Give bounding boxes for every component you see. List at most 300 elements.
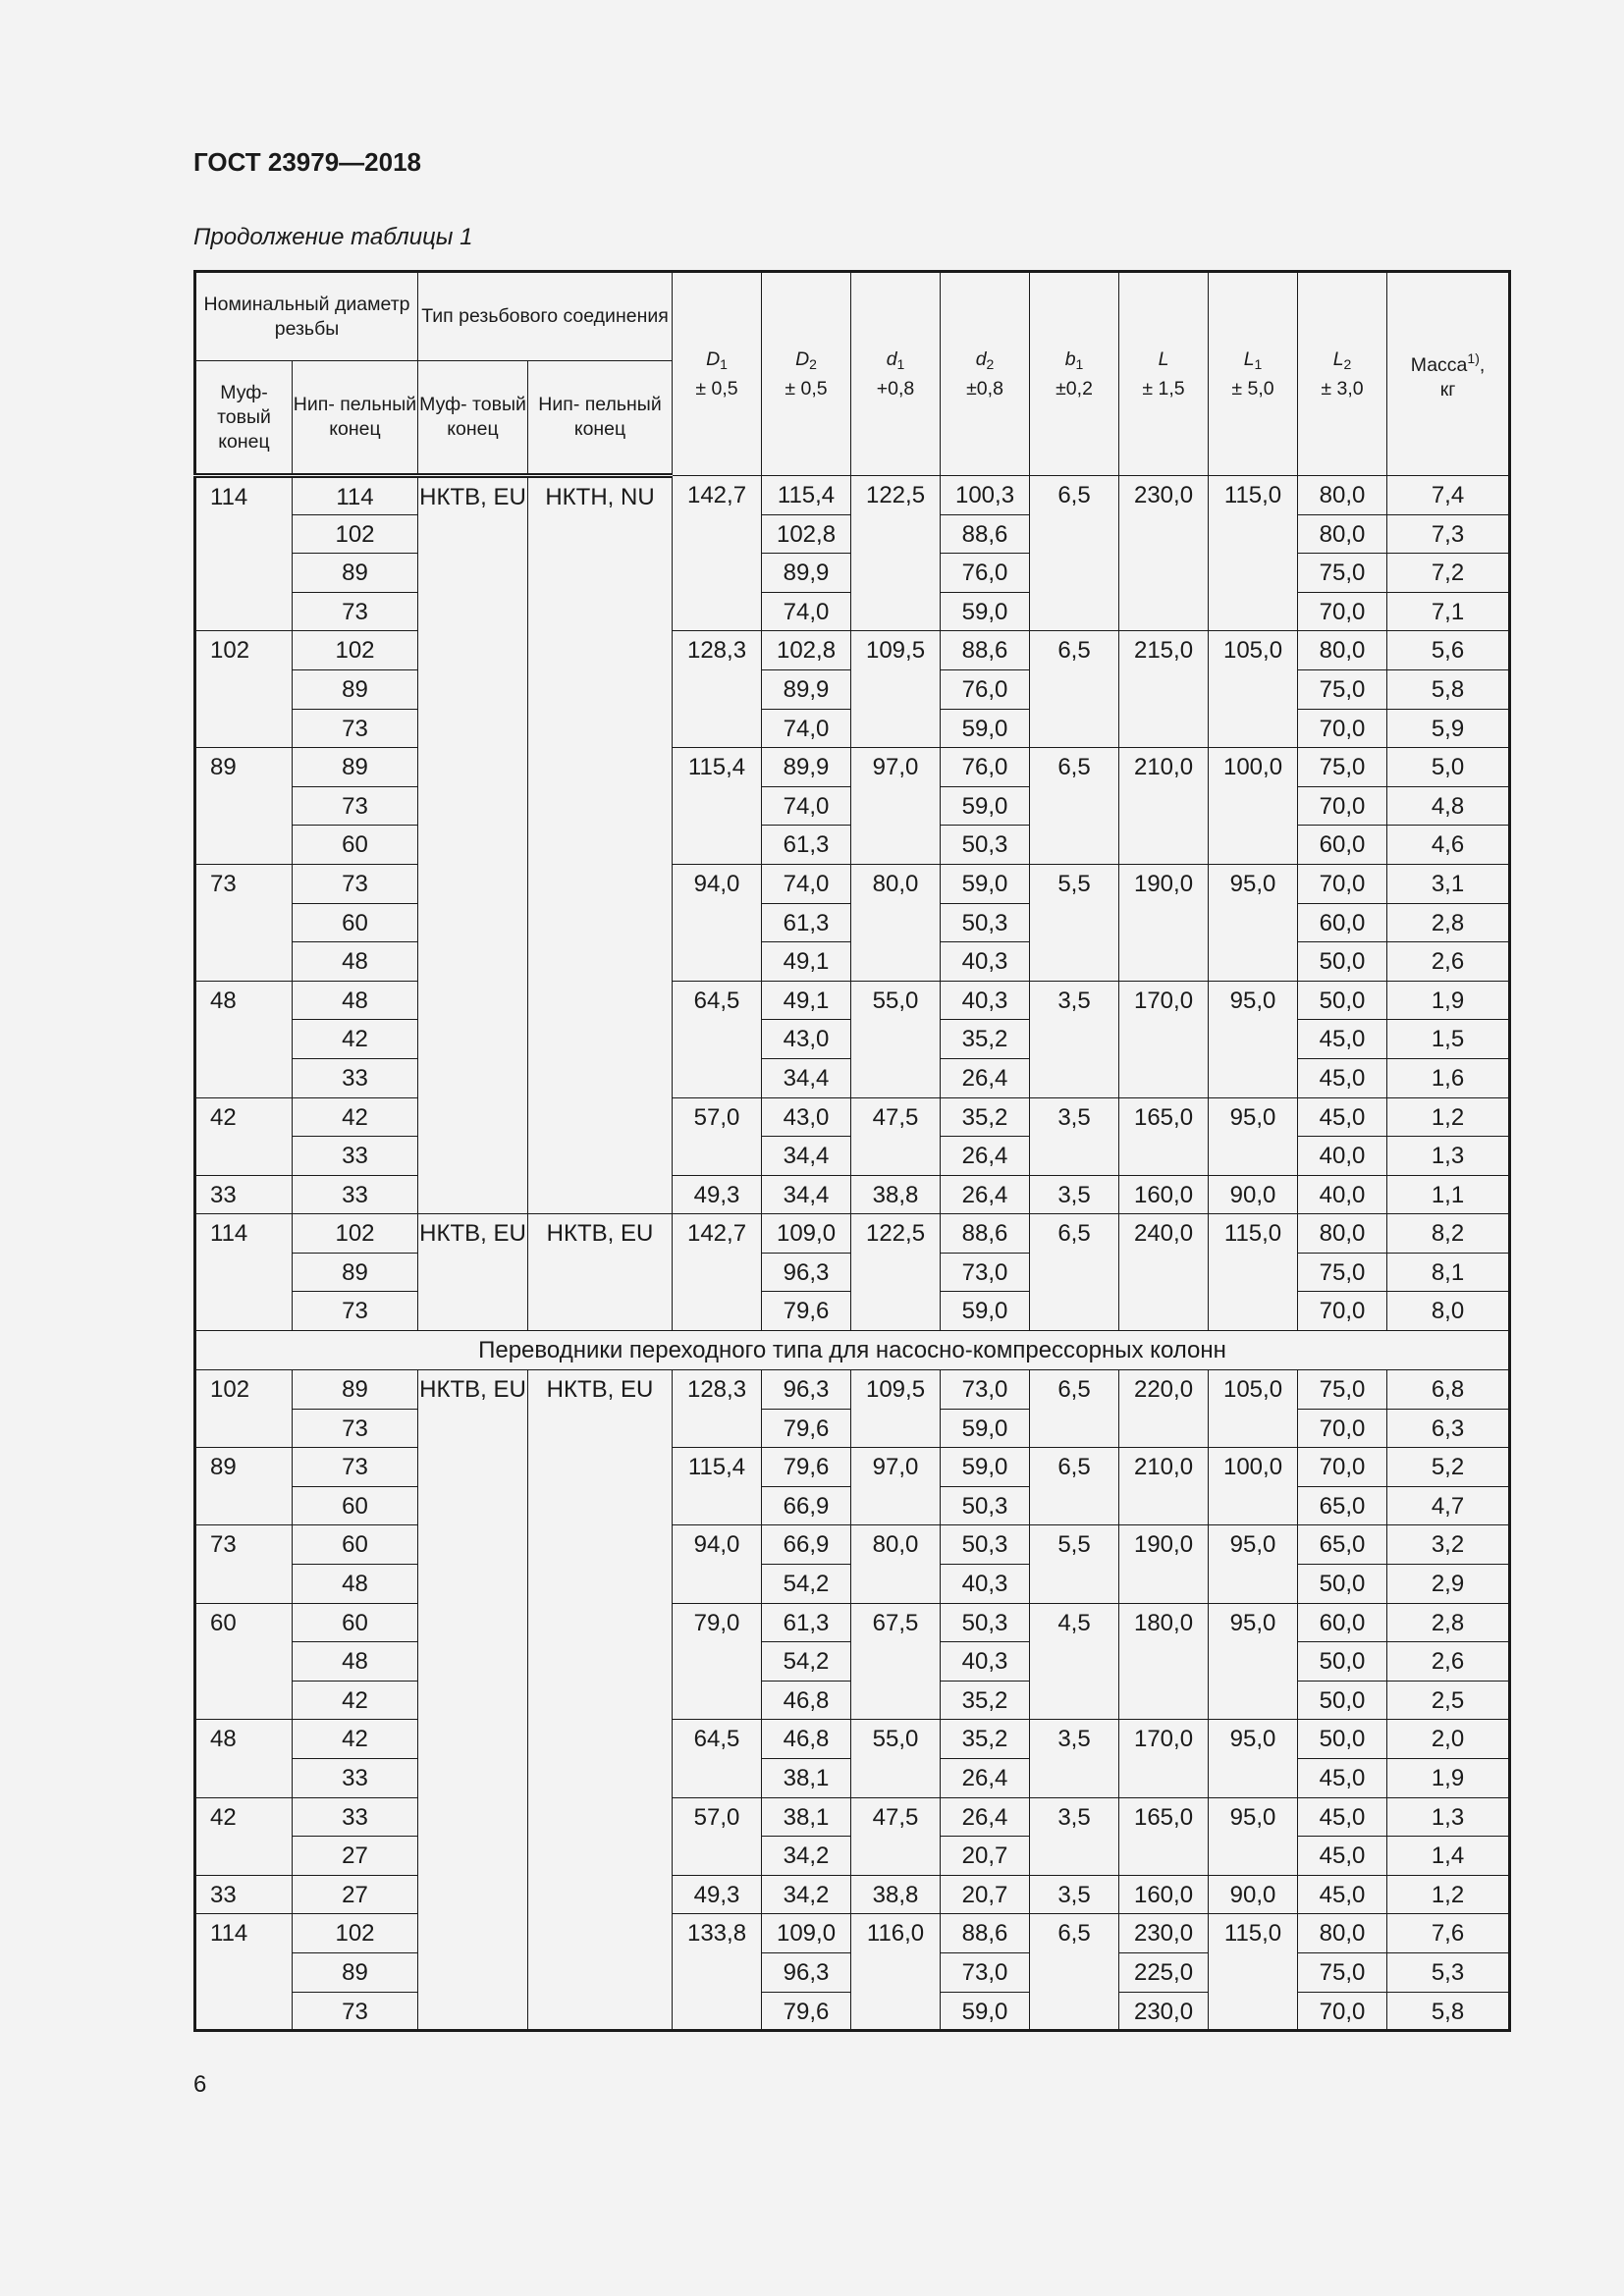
table-caption: Продолжение таблицы 1: [193, 224, 473, 250]
cell-muf-diameter: 48: [195, 981, 293, 1097]
cell-muf-diameter: 73: [195, 864, 293, 981]
cell-L1: 95,0: [1209, 1097, 1298, 1175]
cell-d2: 88,6: [941, 1214, 1030, 1254]
cell-mass: 8,1: [1387, 1253, 1510, 1292]
cell-L1: 100,0: [1209, 748, 1298, 865]
cell-L2: 45,0: [1298, 1097, 1387, 1137]
table-row: [195, 1875, 1510, 1914]
cell-D1: 94,0: [673, 864, 762, 981]
dimensions-table: [193, 270, 1511, 2032]
cell-D2: 79,6: [762, 1409, 851, 1448]
cell-D1: 115,4: [673, 1448, 762, 1525]
cell-mass: 4,6: [1387, 826, 1510, 865]
cell-L1: 90,0: [1209, 1875, 1298, 1914]
cell-mass: 3,2: [1387, 1525, 1510, 1565]
cell-d2: 100,3: [941, 476, 1030, 515]
cell-D2: 43,0: [762, 1020, 851, 1059]
cell-nip-diameter: 89: [293, 554, 418, 593]
cell-muf-diameter: 42: [195, 1797, 293, 1875]
table-row: [195, 981, 1510, 1020]
section-row: [195, 1331, 1510, 1370]
cell-mass: 2,8: [1387, 1603, 1510, 1642]
cell-mass: 3,1: [1387, 864, 1510, 903]
cell-L: 170,0: [1119, 1720, 1209, 1797]
cell-mass: 7,1: [1387, 592, 1510, 631]
cell-mass: 5,8: [1387, 669, 1510, 709]
cell-D1: 64,5: [673, 1720, 762, 1797]
cell-mass: 7,3: [1387, 514, 1510, 554]
cell-mass: 6,8: [1387, 1370, 1510, 1410]
cell-mass: 5,2: [1387, 1448, 1510, 1487]
cell-mass: 4,8: [1387, 786, 1510, 826]
cell-L: 160,0: [1119, 1175, 1209, 1214]
cell-b1: 3,5: [1030, 1875, 1119, 1914]
cell-nip-diameter: 102: [293, 631, 418, 670]
cell-d2: 59,0: [941, 1992, 1030, 2031]
cell-L: 230,0: [1119, 1914, 1209, 1953]
cell-d2: 59,0: [941, 786, 1030, 826]
cell-d2: 35,2: [941, 1020, 1030, 1059]
cell-mass: 2,0: [1387, 1720, 1510, 1759]
cell-b1: 4,5: [1030, 1603, 1119, 1720]
cell-nip-diameter: 27: [293, 1837, 418, 1876]
cell-nip-diameter: 89: [293, 1370, 418, 1410]
cell-L2: 70,0: [1298, 592, 1387, 631]
cell-muf-diameter: 89: [195, 748, 293, 865]
cell-D2: 38,1: [762, 1797, 851, 1837]
cell-L2: 45,0: [1298, 1797, 1387, 1837]
cell-muf-diameter: 114: [195, 476, 293, 631]
cell-mass: 7,4: [1387, 476, 1510, 515]
cell-D2: 79,6: [762, 1292, 851, 1331]
cell-D1: 57,0: [673, 1097, 762, 1175]
table-row: [195, 1603, 1510, 1642]
cell-muf-thread-type: НКТВ, EU: [418, 476, 528, 1214]
cell-b1: 3,5: [1030, 1175, 1119, 1214]
cell-d2: 20,7: [941, 1837, 1030, 1876]
cell-nip-diameter: 33: [293, 1759, 418, 1798]
header-L1: $L_1$ ± 5,0: [1209, 272, 1298, 476]
cell-d2: 26,4: [941, 1058, 1030, 1097]
cell-mass: 5,9: [1387, 709, 1510, 748]
cell-L: 210,0: [1119, 748, 1209, 865]
cell-nip-diameter: 73: [293, 709, 418, 748]
cell-L: 225,0: [1119, 1952, 1209, 1992]
cell-D2: 109,0: [762, 1914, 851, 1953]
cell-d2: 50,3: [941, 826, 1030, 865]
cell-L2: 50,0: [1298, 942, 1387, 982]
cell-mass: 2,6: [1387, 942, 1510, 982]
cell-nip-diameter: 33: [293, 1175, 418, 1214]
header-muf-thread: Муф- товый конец: [418, 361, 528, 476]
cell-L1: 95,0: [1209, 1603, 1298, 1720]
cell-nip-diameter: 48: [293, 981, 418, 1020]
cell-d1: 80,0: [851, 1525, 941, 1603]
cell-nip-diameter: 48: [293, 1642, 418, 1682]
cell-D1: 128,3: [673, 1370, 762, 1448]
table-row: [195, 1720, 1510, 1759]
cell-d1: 109,5: [851, 1370, 941, 1448]
cell-muf-thread-type: НКТВ, EU: [418, 1370, 528, 2031]
header-nip-thread: Нип- пельный конец: [528, 361, 673, 476]
header-mass: Масса$^{1)}$, кг: [1387, 272, 1510, 476]
cell-d2: 50,3: [941, 1603, 1030, 1642]
cell-D2: 66,9: [762, 1525, 851, 1565]
cell-L2: 75,0: [1298, 1370, 1387, 1410]
cell-d2: 59,0: [941, 1409, 1030, 1448]
cell-d2: 73,0: [941, 1952, 1030, 1992]
cell-b1: 3,5: [1030, 1097, 1119, 1175]
cell-nip-diameter: 89: [293, 1952, 418, 1992]
cell-L: 210,0: [1119, 1448, 1209, 1525]
cell-nip-diameter: 60: [293, 826, 418, 865]
header-nip-end: Нип- пельный конец: [293, 361, 418, 476]
cell-L1: 95,0: [1209, 1797, 1298, 1875]
cell-D2: 115,4: [762, 476, 851, 515]
cell-d1: 122,5: [851, 476, 941, 631]
cell-muf-diameter: 48: [195, 1720, 293, 1797]
cell-mass: 1,3: [1387, 1137, 1510, 1176]
cell-d2: 50,3: [941, 1486, 1030, 1525]
cell-d2: 40,3: [941, 942, 1030, 982]
cell-b1: 6,5: [1030, 1914, 1119, 2031]
cell-d2: 40,3: [941, 981, 1030, 1020]
header-d1: $d_1$ +0,8: [851, 272, 941, 476]
cell-D2: 89,9: [762, 748, 851, 787]
cell-nip-diameter: 27: [293, 1875, 418, 1914]
cell-L2: 60,0: [1298, 1603, 1387, 1642]
cell-D1: 94,0: [673, 1525, 762, 1603]
cell-L: 230,0: [1119, 476, 1209, 631]
cell-mass: 2,5: [1387, 1681, 1510, 1720]
cell-L1: 95,0: [1209, 981, 1298, 1097]
cell-D2: 89,9: [762, 669, 851, 709]
cell-D2: 102,8: [762, 631, 851, 670]
cell-L2: 45,0: [1298, 1759, 1387, 1798]
table-row: [195, 1370, 1510, 1410]
cell-L: 215,0: [1119, 631, 1209, 748]
cell-mass: 5,3: [1387, 1952, 1510, 1992]
table-row: [195, 1448, 1510, 1487]
cell-L2: 45,0: [1298, 1058, 1387, 1097]
cell-d1: 80,0: [851, 864, 941, 981]
cell-D2: 61,3: [762, 826, 851, 865]
cell-L2: 70,0: [1298, 1992, 1387, 2031]
cell-b1: 3,5: [1030, 1797, 1119, 1875]
cell-D2: 34,4: [762, 1058, 851, 1097]
cell-b1: 3,5: [1030, 1720, 1119, 1797]
table-row: [195, 476, 1510, 515]
cell-D2: 102,8: [762, 514, 851, 554]
cell-L: 180,0: [1119, 1603, 1209, 1720]
cell-nip-diameter: 73: [293, 1992, 418, 2031]
cell-L2: 50,0: [1298, 1720, 1387, 1759]
cell-nip-thread-type: НКТВ, EU: [528, 1214, 673, 1331]
header-b1: $b_1$ ±0,2: [1030, 272, 1119, 476]
cell-D2: 74,0: [762, 592, 851, 631]
cell-D2: 74,0: [762, 864, 851, 903]
cell-L2: 50,0: [1298, 1565, 1387, 1604]
cell-D2: 49,1: [762, 981, 851, 1020]
cell-L2: 50,0: [1298, 981, 1387, 1020]
cell-nip-diameter: 60: [293, 903, 418, 942]
cell-D2: 34,4: [762, 1137, 851, 1176]
cell-D2: 34,2: [762, 1837, 851, 1876]
cell-mass: 2,8: [1387, 903, 1510, 942]
cell-mass: 1,6: [1387, 1058, 1510, 1097]
cell-D1: 64,5: [673, 981, 762, 1097]
table-body: [195, 476, 1510, 2031]
cell-L: 240,0: [1119, 1214, 1209, 1331]
cell-L2: 60,0: [1298, 826, 1387, 865]
cell-D2: 66,9: [762, 1486, 851, 1525]
cell-d2: 59,0: [941, 1292, 1030, 1331]
cell-L2: 40,0: [1298, 1175, 1387, 1214]
cell-L1: 90,0: [1209, 1175, 1298, 1214]
cell-L1: 95,0: [1209, 1525, 1298, 1603]
cell-D2: 54,2: [762, 1642, 851, 1682]
cell-L2: 75,0: [1298, 748, 1387, 787]
cell-d2: 40,3: [941, 1642, 1030, 1682]
cell-L: 190,0: [1119, 864, 1209, 981]
cell-L2: 70,0: [1298, 786, 1387, 826]
header-L: L ± 1,5: [1119, 272, 1209, 476]
cell-L2: 80,0: [1298, 514, 1387, 554]
cell-L2: 80,0: [1298, 631, 1387, 670]
cell-nip-thread-type: НКТВ, EU: [528, 1370, 673, 2031]
cell-L2: 70,0: [1298, 1409, 1387, 1448]
cell-muf-diameter: 73: [195, 1525, 293, 1603]
cell-b1: 5,5: [1030, 1525, 1119, 1603]
cell-d1: 55,0: [851, 1720, 941, 1797]
cell-muf-diameter: 114: [195, 1914, 293, 2031]
cell-L2: 75,0: [1298, 1253, 1387, 1292]
cell-D2: 96,3: [762, 1952, 851, 1992]
cell-nip-diameter: 89: [293, 748, 418, 787]
cell-d2: 73,0: [941, 1253, 1030, 1292]
table-row: [195, 1914, 1510, 1953]
cell-D2: 96,3: [762, 1253, 851, 1292]
cell-L: 160,0: [1119, 1875, 1209, 1914]
cell-D1: 115,4: [673, 748, 762, 865]
cell-d1: 109,5: [851, 631, 941, 748]
cell-D2: 46,8: [762, 1720, 851, 1759]
cell-nip-diameter: 114: [293, 476, 418, 515]
cell-mass: 1,4: [1387, 1837, 1510, 1876]
cell-mass: 8,2: [1387, 1214, 1510, 1254]
cell-L1: 105,0: [1209, 631, 1298, 748]
cell-D1: 128,3: [673, 631, 762, 748]
cell-d1: 55,0: [851, 981, 941, 1097]
cell-nip-diameter: 33: [293, 1137, 418, 1176]
cell-D2: 89,9: [762, 554, 851, 593]
cell-d2: 76,0: [941, 669, 1030, 709]
cell-d1: 47,5: [851, 1797, 941, 1875]
cell-mass: 1,9: [1387, 981, 1510, 1020]
cell-mass: 1,2: [1387, 1875, 1510, 1914]
cell-d1: 47,5: [851, 1097, 941, 1175]
cell-nip-diameter: 102: [293, 1914, 418, 1953]
cell-mass: 1,2: [1387, 1097, 1510, 1137]
document-code: ГОСТ 23979—2018: [193, 147, 421, 177]
cell-d2: 59,0: [941, 592, 1030, 631]
cell-L1: 115,0: [1209, 1214, 1298, 1331]
cell-nip-diameter: 48: [293, 942, 418, 982]
cell-b1: 6,5: [1030, 1214, 1119, 1331]
table-row: [195, 748, 1510, 787]
cell-L2: 75,0: [1298, 1952, 1387, 1992]
section-title: Переводники переходного типа для насосно-компрессорных колонн: [195, 1331, 1510, 1370]
cell-mass: 1,3: [1387, 1797, 1510, 1837]
cell-L2: 70,0: [1298, 864, 1387, 903]
cell-D1: 142,7: [673, 476, 762, 631]
cell-d2: 35,2: [941, 1681, 1030, 1720]
cell-muf-diameter: 89: [195, 1448, 293, 1525]
cell-L2: 65,0: [1298, 1525, 1387, 1565]
cell-mass: 5,6: [1387, 631, 1510, 670]
cell-nip-diameter: 60: [293, 1486, 418, 1525]
cell-nip-diameter: 42: [293, 1097, 418, 1137]
cell-L2: 80,0: [1298, 1914, 1387, 1953]
cell-L1: 115,0: [1209, 476, 1298, 631]
cell-mass: 4,7: [1387, 1486, 1510, 1525]
cell-D2: 61,3: [762, 1603, 851, 1642]
cell-muf-diameter: 102: [195, 631, 293, 748]
cell-nip-diameter: 42: [293, 1020, 418, 1059]
cell-muf-diameter: 33: [195, 1875, 293, 1914]
cell-d1: 122,5: [851, 1214, 941, 1331]
cell-D2: 54,2: [762, 1565, 851, 1604]
cell-d2: 59,0: [941, 1448, 1030, 1487]
cell-D2: 46,8: [762, 1681, 851, 1720]
cell-D2: 96,3: [762, 1370, 851, 1410]
header-thread-type: Тип резьбового соединения: [418, 272, 673, 361]
cell-L1: 95,0: [1209, 864, 1298, 981]
cell-b1: 6,5: [1030, 631, 1119, 748]
cell-nip-diameter: 60: [293, 1603, 418, 1642]
cell-d2: 35,2: [941, 1097, 1030, 1137]
cell-muf-diameter: 33: [195, 1175, 293, 1214]
cell-D2: 79,6: [762, 1448, 851, 1487]
cell-L2: 80,0: [1298, 1214, 1387, 1254]
cell-muf-diameter: 102: [195, 1370, 293, 1448]
cell-L2: 60,0: [1298, 903, 1387, 942]
cell-nip-thread-type: НКТН, NU: [528, 476, 673, 1214]
cell-mass: 2,6: [1387, 1642, 1510, 1682]
cell-d2: 50,3: [941, 903, 1030, 942]
cell-d1: 97,0: [851, 748, 941, 865]
cell-d2: 76,0: [941, 748, 1030, 787]
cell-b1: 6,5: [1030, 1370, 1119, 1448]
cell-D2: 79,6: [762, 1992, 851, 2031]
cell-D2: 34,4: [762, 1175, 851, 1214]
cell-mass: 1,5: [1387, 1020, 1510, 1059]
cell-L: 170,0: [1119, 981, 1209, 1097]
header-nominal-diameter: Номинальный диаметр резьбы: [195, 272, 418, 361]
cell-D2: 34,2: [762, 1875, 851, 1914]
cell-d2: 59,0: [941, 864, 1030, 903]
header-L2: $L_2$ ± 3,0: [1298, 272, 1387, 476]
cell-D2: 109,0: [762, 1214, 851, 1254]
cell-D2: 61,3: [762, 903, 851, 942]
cell-d2: 88,6: [941, 631, 1030, 670]
cell-L2: 75,0: [1298, 554, 1387, 593]
cell-mass: 1,9: [1387, 1759, 1510, 1798]
cell-L2: 80,0: [1298, 476, 1387, 515]
cell-mass: 2,9: [1387, 1565, 1510, 1604]
cell-D2: 38,1: [762, 1759, 851, 1798]
cell-d1: 38,8: [851, 1875, 941, 1914]
cell-d2: 20,7: [941, 1875, 1030, 1914]
header-D1: $D_1$ ± 0,5: [673, 272, 762, 476]
cell-L: 190,0: [1119, 1525, 1209, 1603]
cell-b1: 6,5: [1030, 1448, 1119, 1525]
cell-muf-diameter: 60: [195, 1603, 293, 1720]
cell-mass: 7,2: [1387, 554, 1510, 593]
cell-b1: 5,5: [1030, 864, 1119, 981]
cell-nip-diameter: 33: [293, 1797, 418, 1837]
cell-nip-diameter: 33: [293, 1058, 418, 1097]
cell-L: 165,0: [1119, 1097, 1209, 1175]
cell-L: 230,0: [1119, 1992, 1209, 2031]
cell-d1: 97,0: [851, 1448, 941, 1525]
cell-L1: 95,0: [1209, 1720, 1298, 1797]
cell-L1: 115,0: [1209, 1914, 1298, 2031]
cell-b1: 6,5: [1030, 476, 1119, 631]
cell-nip-diameter: 73: [293, 1448, 418, 1487]
cell-D1: 142,7: [673, 1214, 762, 1331]
cell-mass: 6,3: [1387, 1409, 1510, 1448]
header-D2: $D_2$ ± 0,5: [762, 272, 851, 476]
cell-D2: 74,0: [762, 709, 851, 748]
table-row: [195, 864, 1510, 903]
cell-L: 165,0: [1119, 1797, 1209, 1875]
table-row: [195, 1097, 1510, 1137]
cell-nip-diameter: 60: [293, 1525, 418, 1565]
cell-nip-diameter: 73: [293, 786, 418, 826]
table-row: [195, 631, 1510, 670]
header-d2: $d_2$ ±0,8: [941, 272, 1030, 476]
cell-L2: 50,0: [1298, 1642, 1387, 1682]
cell-L2: 70,0: [1298, 709, 1387, 748]
cell-nip-diameter: 102: [293, 1214, 418, 1254]
cell-nip-diameter: 73: [293, 1409, 418, 1448]
cell-L1: 100,0: [1209, 1448, 1298, 1525]
cell-d2: 26,4: [941, 1175, 1030, 1214]
cell-nip-diameter: 48: [293, 1565, 418, 1604]
table-row: [195, 1797, 1510, 1837]
cell-L2: 40,0: [1298, 1137, 1387, 1176]
cell-d2: 26,4: [941, 1759, 1030, 1798]
cell-muf-diameter: 114: [195, 1214, 293, 1331]
cell-D1: 49,3: [673, 1175, 762, 1214]
cell-d2: 88,6: [941, 514, 1030, 554]
cell-D1: 133,8: [673, 1914, 762, 2031]
cell-D1: 57,0: [673, 1797, 762, 1875]
cell-L2: 45,0: [1298, 1837, 1387, 1876]
cell-nip-diameter: 73: [293, 1292, 418, 1331]
cell-L2: 70,0: [1298, 1448, 1387, 1487]
page-number: 6: [193, 2071, 207, 2098]
table-row: [195, 1214, 1510, 1254]
cell-nip-diameter: 89: [293, 1253, 418, 1292]
cell-L2: 50,0: [1298, 1681, 1387, 1720]
cell-L1: 105,0: [1209, 1370, 1298, 1448]
table-row: [195, 1175, 1510, 1214]
cell-muf-diameter: 42: [195, 1097, 293, 1175]
cell-nip-diameter: 102: [293, 514, 418, 554]
cell-d2: 50,3: [941, 1525, 1030, 1565]
